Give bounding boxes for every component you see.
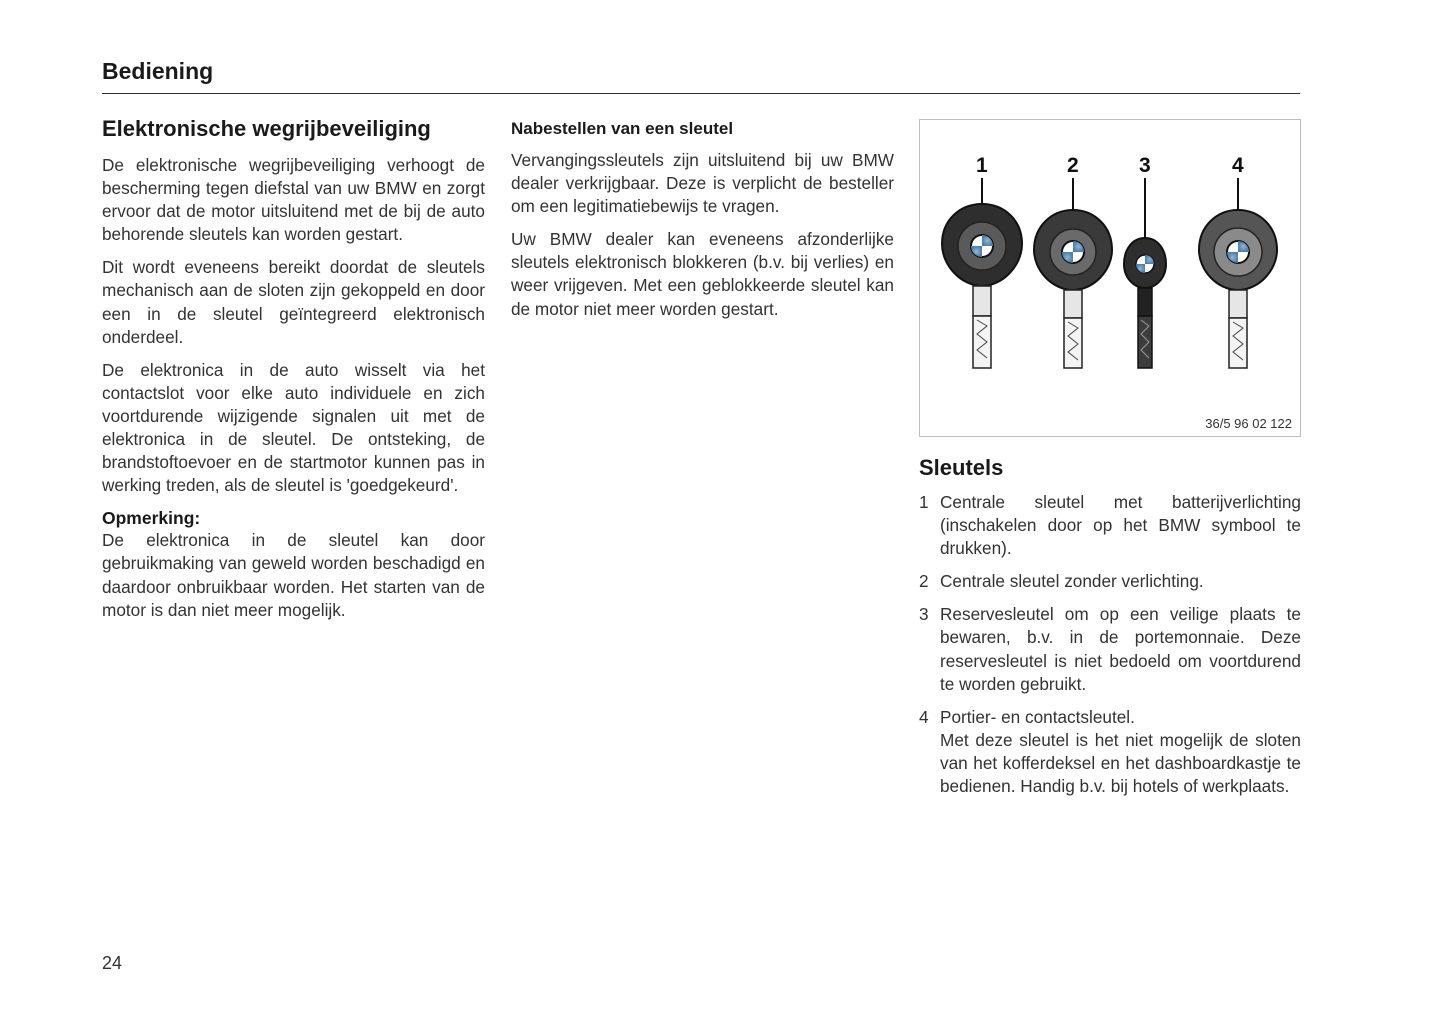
header-divider	[102, 93, 1300, 94]
item-text-extra: Met deze sleutel is het niet mogelijk de sloten van het kofferdeksel en het dashboardkastje te bedienen. Handig b.v. bij hotels of werkplaats.	[940, 729, 1301, 797]
item-number: 3	[919, 604, 929, 625]
keys-figure	[919, 119, 1301, 437]
list-item	[919, 491, 1301, 560]
paragraph: Dit wordt eveneens bereikt doordat de sleutels mechanisch aan de sloten zijn gekoppeld en door een in de sleutel geïntegreerd elektronisch onderdeel.	[102, 257, 485, 347]
item-number: 1	[919, 492, 929, 512]
keys-list	[919, 491, 1301, 798]
note-text: De elektronica in de sleutel kan door gebruikmaking van geweld worden beschadigd en daardoor onbruikbaar worden. Het starten van de motor is dan niet meer mogelijk.	[102, 530, 485, 620]
paragraph: De elektronische wegrijbeveiliging verhoogt de bescherming tegen diefstal van uw BMW en zorgt ervoor dat de motor uitsluitend met de bij de auto behorende sleutels kan worden gestart.	[102, 155, 485, 245]
paragraph: De elektronica in de auto wisselt via het contactslot voor elke auto individuele en zich voortdurende wijzigende signalen uit met de elektronica in de sleutel. De ontsteking, de brandstoftoevoer en de startmotor kunnen pas in werking treden, als de sleutel is 'goedgekeurd'.	[102, 359, 485, 496]
key-2-icon	[1034, 178, 1112, 368]
list-item	[919, 706, 1301, 798]
list-item	[919, 570, 1301, 593]
note-label: Opmerking:	[102, 508, 201, 529]
paragraph: Uw BMW dealer kan eveneens afzonderlijke sleutels elektronisch blokkeren (b.v. bij verlies) en weer vrijgeven. Met een geblokkeerde sleutel kan de motor niet meer worden gestart.	[511, 229, 894, 319]
keys-heading: Sleutels	[919, 455, 1004, 480]
column-right	[919, 114, 1301, 808]
item-text-group	[940, 706, 1301, 798]
column-left	[102, 114, 485, 632]
figure-label-2: 2	[1067, 154, 1079, 177]
figure-label-3: 3	[1139, 154, 1151, 177]
key-4-icon	[1199, 178, 1277, 368]
item-number: 4	[919, 706, 929, 727]
list-item	[919, 603, 1301, 695]
item-text: Centrale sleutel zonder verlichting.	[940, 571, 1204, 592]
figure-label-4: 4	[1232, 154, 1244, 177]
key-3-icon	[1124, 178, 1166, 368]
section-title: Bediening	[102, 58, 214, 84]
item-text: Centrale sleutel met batterijverlichting (inschakelen door op het BMW symbool te drukken).	[940, 492, 1301, 559]
reorder-key-heading: Nabestellen van een sleutel	[511, 119, 734, 138]
immobilizer-heading: Elektronische wegrijbeveiliging	[102, 116, 431, 141]
figure-label-1: 1	[976, 154, 988, 177]
item-number: 2	[919, 571, 929, 592]
page-number: 24	[102, 953, 123, 973]
paragraph: Vervangingssleutels zijn uitsluitend bij uw BMW dealer verkrijgbaar. Deze is verplicht de besteller om een legitimatiebewijs te vragen.	[511, 150, 894, 217]
key-1-icon	[942, 178, 1022, 368]
figure-code: 36/5 96 02 122	[1205, 416, 1292, 431]
item-text: Portier- en contactsleutel.	[940, 706, 1135, 727]
item-text: Reservesleutel om op een veilige plaats te bewaren, b.v. in de portemonnaie. Deze reservesleutel is niet bedoeld om voortdurend te worden gebruikt.	[940, 604, 1301, 694]
column-middle	[511, 114, 894, 331]
